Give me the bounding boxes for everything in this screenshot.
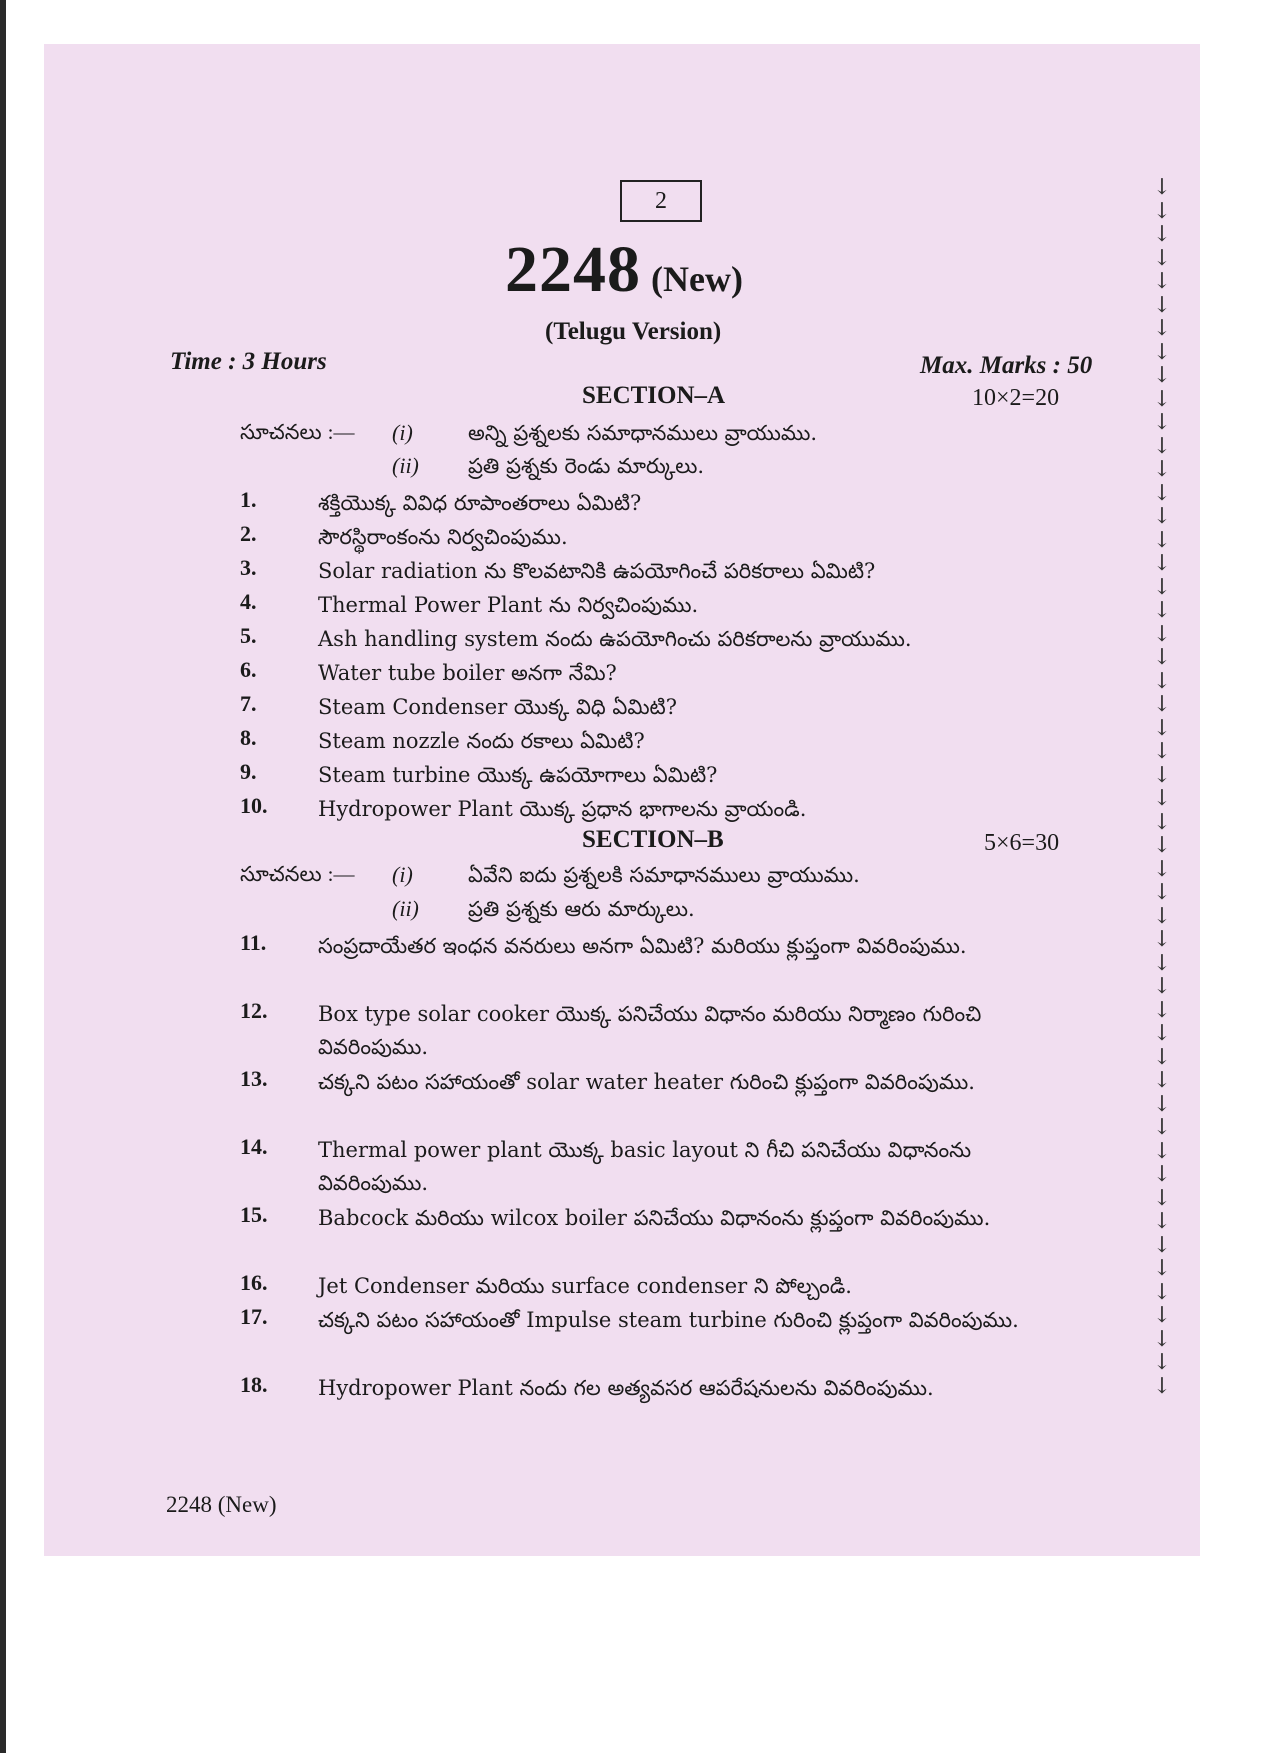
question-text: Steam nozzle నందు రకాలు ఏమిటి? [318, 729, 645, 753]
margin-arrow-icon: ↓ [1152, 339, 1172, 365]
section-a-marks: 10×2=20 [972, 385, 1060, 411]
margin-arrow-icon: ↓ [1152, 1068, 1172, 1093]
margin-arrow-icon: ↓ [1152, 1021, 1172, 1046]
margin-arrow-icon: ↓ [1152, 786, 1172, 811]
section-b-note-index: (ii) [392, 896, 419, 921]
note-separator: :— [327, 420, 355, 444]
margin-arrow-icon: ↓ [1152, 527, 1172, 553]
paper-code-title [505, 232, 743, 308]
margin-arrow-icon: ↓ [1152, 175, 1172, 200]
question-number: 17. [240, 1304, 268, 1329]
question-text: Solar radiation ను కొలవటానికి ఉపయోగించే పరికరాలు ఏమిటి? [318, 559, 876, 583]
question-text: Box type solar cooker యొక్క పనిచేయు విధానం మరియు నిర్మాణం గురించి వివరింపుము. [318, 1002, 982, 1059]
margin-arrow-icon: ↓ [1152, 598, 1172, 623]
question-number: 16. [240, 1270, 268, 1295]
question-item [240, 793, 1070, 826]
margin-arrow-icon: ↓ [1152, 222, 1172, 247]
question-number: 12. [240, 998, 268, 1023]
margin-arrow-icon: ↓ [1152, 927, 1172, 952]
margin-arrow-icon: ↓ [1152, 1350, 1172, 1375]
margin-arrow-icon: ↓ [1152, 997, 1172, 1023]
margin-arrow-icon: ↓ [1152, 363, 1172, 388]
note-label-text: సూచనలు [240, 862, 322, 886]
margin-arrow-icon: ↓ [1152, 410, 1172, 435]
margin-arrow-icon: ↓ [1152, 1185, 1172, 1211]
margin-arrow-icon: ↓ [1152, 762, 1172, 788]
section-b-note-label [240, 862, 354, 892]
question-number: 15. [240, 1202, 268, 1227]
section-a-note-index: (ii) [392, 453, 419, 478]
margin-arrow-icon: ↓ [1152, 245, 1172, 271]
margin-arrow-icon: ↓ [1152, 457, 1172, 482]
question-text: చక్కని పటం సహాయంతో Impulse steam turbine గురించి క్లుప్తంగా వివరింపుము. [318, 1308, 1019, 1332]
margin-arrow-icon: ↓ [1152, 856, 1172, 882]
question-number: 1. [240, 487, 257, 512]
question-item [240, 555, 1070, 588]
question-text: Steam turbine యొక్క ఉపయోగాలు ఏమిటి? [318, 763, 718, 787]
question-text: Hydropower Plant యొక్క ప్రధాన భాగాలను వ్రాయండి. [318, 797, 807, 821]
page-number-box: 2 [620, 180, 702, 222]
question-number: 8. [240, 725, 257, 750]
margin-arrow-icon: ↓ [1152, 1326, 1172, 1352]
time-label: Time : 3 Hours [170, 348, 327, 375]
margin-arrow-icon: ↓ [1152, 1279, 1172, 1305]
margin-arrow-icon: ↓ [1152, 1232, 1172, 1258]
margin-arrow-icon: ↓ [1152, 739, 1172, 764]
question-text: Babcock మరియు wilcox boiler పనిచేయు విధానంను క్లుప్తంగా వివరింపుము. [318, 1206, 991, 1230]
margin-arrow-icon: ↓ [1152, 1209, 1172, 1234]
question-item [240, 1372, 1070, 1405]
question-number: 9. [240, 759, 257, 784]
margin-arrow-icon: ↓ [1152, 903, 1172, 929]
margin-arrow-icon: ↓ [1152, 621, 1172, 647]
question-number: 7. [240, 691, 257, 716]
question-item [240, 998, 1070, 1064]
question-number: 11. [240, 930, 267, 955]
margin-arrow-icon: ↓ [1152, 1138, 1172, 1164]
section-a-note-label [240, 420, 354, 450]
question-item [240, 623, 1070, 656]
question-text: సంప్రదాయేతర ఇంధన వనరులు అనగా ఏమిటి? మరియు క్లుప్తంగా వివరింపుము. [318, 934, 967, 958]
max-marks-label: Max. Marks : 50 [920, 352, 1093, 379]
margin-arrow-icon: ↓ [1152, 1256, 1172, 1281]
question-item [240, 521, 1070, 554]
question-number: 14. [240, 1134, 268, 1159]
margin-arrow-icon: ↓ [1152, 880, 1172, 905]
question-text: Hydropower Plant నందు గల అత్యవసర ఆపరేషనులను వివరింపుము. [318, 1376, 934, 1400]
question-item [240, 759, 1070, 792]
margin-arrow-icon: ↓ [1152, 833, 1172, 858]
margin-arrow-icon: ↓ [1152, 292, 1172, 318]
margin-arrow-icon: ↓ [1152, 974, 1172, 999]
question-number: 2. [240, 521, 257, 546]
margin-arrow-icon: ↓ [1152, 386, 1172, 412]
section-a-note-text: అన్ని ప్రశ్నలకు సమాధానములు వ్రాయుము. [468, 421, 818, 445]
section-b-title: SECTION–B [582, 826, 724, 853]
question-text: Thermal Power Plant ను నిర్వచింపుము. [318, 593, 699, 617]
section-a-note-index: (i) [392, 420, 413, 445]
paper-code-suffix: (New) [651, 259, 743, 299]
margin-arrow-icon: ↓ [1152, 692, 1172, 717]
question-item [240, 657, 1070, 690]
question-number: 3. [240, 555, 257, 580]
question-item [240, 1304, 1070, 1337]
question-item [240, 1066, 1070, 1099]
margin-arrow-icon: ↓ [1152, 1115, 1172, 1140]
margin-arrow-icon: ↓ [1152, 668, 1172, 694]
note-separator: :— [327, 862, 355, 886]
margin-arrow-icon: ↓ [1152, 551, 1172, 576]
margin-arrow-icon: ↓ [1152, 504, 1172, 529]
scan-edge [0, 0, 6, 1753]
margin-arrow-icon: ↓ [1152, 1303, 1172, 1328]
margin-arrow-icon: ↓ [1152, 1162, 1172, 1187]
question-text: శక్తియొక్క వివిధ రూపాంతరాలు ఏమిటి? [318, 491, 642, 515]
question-text: చక్కని పటం సహాయంతో solar water heater గురించి క్లుప్తంగా వివరింపుము. [318, 1070, 975, 1094]
question-number: 4. [240, 589, 257, 614]
question-item [240, 1134, 1070, 1200]
margin-arrow-icon: ↓ [1152, 433, 1172, 459]
section-b-note-text: ఏవేని ఐదు ప్రశ్నలకి సమాధానములు వ్రాయుము. [468, 863, 860, 887]
margin-arrow-icon: ↓ [1152, 316, 1172, 341]
section-a-title: SECTION–A [582, 382, 726, 409]
question-text: Jet Condenser మరియు surface condenser ని పోల్చండి. [318, 1274, 852, 1298]
section-a-note-text: ప్రతి ప్రశ్నకు రెండు మార్కులు. [468, 454, 705, 478]
section-b-note-index: (i) [392, 862, 413, 887]
margin-arrow-icon: ↓ [1152, 645, 1172, 670]
footer-paper-code: 2248 (New) [166, 1492, 277, 1517]
margin-arrow-icon: ↓ [1152, 480, 1172, 506]
section-b-marks: 5×6=30 [984, 830, 1060, 856]
question-item [240, 1270, 1070, 1303]
question-item [240, 691, 1070, 724]
margin-arrow-icon: ↓ [1152, 1091, 1172, 1117]
question-number: 6. [240, 657, 257, 682]
question-text: Thermal power plant యొక్క basic layout ని గీచి పనిచేయు విధానంను వివరింపుము. [318, 1138, 972, 1195]
margin-arrow-icon: ↓ [1152, 198, 1172, 224]
question-text: Water tube boiler అనగా నేమి? [318, 661, 617, 685]
note-label-text: సూచనలు [240, 420, 322, 444]
section-b-note-text: ప్రతి ప్రశ్నకు ఆరు మార్కులు. [468, 897, 695, 921]
version-label: (Telugu Version) [545, 318, 722, 345]
margin-arrow-icon: ↓ [1152, 715, 1172, 741]
question-item [240, 725, 1070, 758]
question-text: సౌరస్థిరాంకంను నిర్వచింపుము. [318, 525, 568, 549]
margin-arrow-icon: ↓ [1152, 1373, 1172, 1399]
question-item [240, 1202, 1070, 1235]
margin-arrow-icon: ↓ [1152, 950, 1172, 976]
question-item [240, 487, 1070, 520]
margin-arrow-icon: ↓ [1152, 269, 1172, 294]
question-text: Steam Condenser యొక్క విధి ఏమిటి? [318, 695, 678, 719]
paper-code: 2248 [505, 233, 641, 306]
question-item [240, 930, 1070, 963]
question-text: Ash handling system నందు ఉపయోగించు పరికరాలను వ్రాయుము. [318, 627, 912, 651]
margin-arrow-icon: ↓ [1152, 809, 1172, 835]
margin-arrow-column [1150, 176, 1174, 1398]
question-number: 5. [240, 623, 257, 648]
question-number: 10. [240, 793, 268, 818]
margin-arrow-icon: ↓ [1152, 1044, 1172, 1070]
question-item [240, 589, 1070, 622]
question-number: 13. [240, 1066, 268, 1091]
margin-arrow-icon: ↓ [1152, 574, 1172, 600]
question-number: 18. [240, 1372, 268, 1397]
